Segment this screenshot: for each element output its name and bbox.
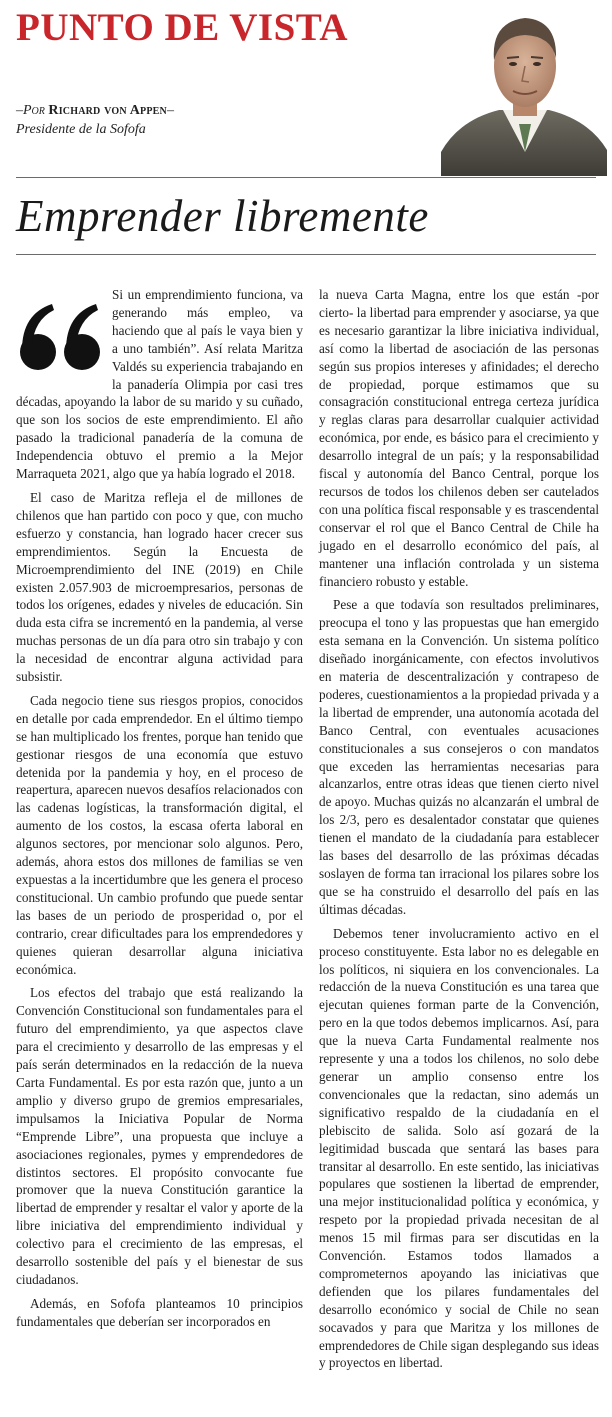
paragraph: Pese a que todavía son resultados preliminares, preocupa el tono y las propuestas que han emergido esta semana en la Convención. Un sistema político diseñado inorgánicamente, con efectos involutivos en materia de descentralización y contrapeso de poderes, cuestionamientos a la propiedad privada y a la libertad de emprender, una autonomía acotada del Banco Central, con eventuales acusaciones constitucionales a sus consejeros o con mandatos que exceden las herramientas necesarias para alcanzarlos, entre otras ideas que tienen cierto nivel de apoyo. Muchas quizás no alcanzarán el umbral de los 2/3, pero es desalentador constatar que quienes tienen el mandato de la ciudadanía para establecer las bases del desarrollo de las próximas décadas soslayen de forma tan irracional los pilares sobre los que se ha construido el desarrollo del país en las últimas décadas. (319, 597, 599, 917)
author-portrait (441, 2, 607, 176)
paragraph: la nueva Carta Magna, entre los que están -por cierto- la libertad para emprender y asociarse, ya que es necesario garantizar la libre iniciativa individual, así como la libertad de asociación de las personas según sus propios intereses y afinidades; el derecho de propiedad, porque estimamos que su consagración constitucional entrega certeza jurídica y reglas claras para desarrollar cualquier actividad económica, por ende, es básico para el crecimiento y desarrollo integral de un país; y la responsabilidad fiscal y autonomía del Banco Central, porque los recursos de todos los chilenos deben ser cautelados con una política fiscal responsable y es trascendental conservar el rol que el Banco Central de Chile ha jugado en el desarrollo económico del país, al mantener una inflación controlada y un sistema financiero robusto y estable. (319, 287, 599, 589)
paragraph: Los efectos del trabajo que está realizando la Convención Constitucional son fundamentales para el futuro del emprendimiento, ya que aspectos clave para el crecimiento y desarrollo de las empresas y el país serán determinados en la redacción de la nueva Carta Fundamental. Es por esta razón que, junto a un amplio y diverso grupo de gremios empresariales, impulsamos la Iniciativa Popular de Norma “Emprende Libre”, una propuesta que incluye a asociaciones regionales, pymes y emprendedores de distintos sectores. El propósito convocante fue promover que la nueva Constitución garantice la libertad de emprender y resaltar el valor y aporte de la libre iniciativa del emprendimiento individual y colectivo para el crecimiento de las empresas, el desarrollo sostenible del país y el bienestar de sus ciudadanos. (16, 985, 303, 1287)
headline: Emprender libremente (16, 191, 429, 241)
paragraph: El caso de Maritza refleja el de millones de chilenos que han partido con poco y que, con mucho esfuerzo y constancia, han logrado hacer crecer sus emprendimientos. Según la Encuesta de Microemprendimiento del INE (2019) en Chile existen 2.057.903 de microempresarios, personas de todos los orígenes, edades y niveles de educación. Sin duda esta cifra se incrementó en la pandemia, al verse muchas personas de un día para otro sin trabajo y con la necesidad de encontrar alguna actividad para subsistir. (16, 489, 303, 685)
author-line: –Por Richard von Appen– (16, 103, 174, 118)
section-title: PUNTO DE VISTA (16, 6, 349, 49)
byline-por: Por (23, 103, 45, 118)
headline-rule (16, 254, 596, 255)
author-photo (441, 2, 607, 176)
header-rule (16, 177, 596, 178)
article-column-1 (16, 286, 303, 1337)
paragraph: Cada negocio tiene sus riesgos propios, conocidos en detalle por cada emprendedor. En el último tiempo se han multiplicado los frentes, porque han tenido que gestionar riesgos de una economía que estuvo detenida por la pandemia y hoy, en el proceso de reapertura, aparecen nuevos desafíos relacionados con las cadenas logísticas, la transformación digital, el aumento de los costos, la escasa oferta laboral en algunos sectores, por mencionar solo algunos. Pero, además, ahora estos dos millones de familias se ven expuestas a la incertidumbre que les genera el proceso constitucional. Un cambio profundo que puede sentar las bases de un periodo de prosperidad o, por el contrario, crear dificultades para los emprendedores y quienes quieran desarrollar alguna iniciativa económica. (16, 692, 303, 977)
article-column-2 (319, 286, 599, 1378)
paragraph: Debemos tener involucramiento activo en el proceso constituyente. Esta labor no es delegable en los políticos, ni siquiera en los convencionales. La redacción de la nueva Constitución es una tarea que ejecutan quienes forman parte de la Convención, pero en la que todos debemos implicarnos. Así, para que la nueva Carta Fundamental realmente nos represente y una a todos los chilenos, no solo debe generar un amplio consenso entre los convencionales que la redactan, sino además un significativo respaldo de la ciudadanía en el plebiscito de salida. Solo así gozará de la legitimidad buscada que sentará las bases para transitar al desarrollo. En este sentido, las iniciativas populares que sostienen la libertad de emprender, una mejor institucionalidad política y económica, y respeto por la propiedad privada necesitan de al menos 15 mil firmas para ser discutidas en la Convención. Estamos todos llamados a comprometernos apoyando las iniciativas que defienden que los pilares fundamentales del desarrollo económico y social de Chile no sean socavados y para que Maritza y los millones de emprendedores de Chile sigan desplegando sus ideas y proyectos en libertad. (319, 925, 599, 1371)
author-role: Presidente de la Sofofa (16, 122, 146, 137)
paragraph: Además, en Sofofa planteamos 10 principios fundamentales que deberían ser incorporados en (16, 1295, 303, 1329)
quote-mark-icon (16, 294, 106, 382)
paragraph: Si un emprendimiento funciona, va generando más empleo, va haciendo que al país le vaya bien y a uno también”. Así relata Maritza Valdés su experiencia trabajando en la panadería Olimpia por casi tres décadas, apoyando la labor de su marido y su cuñado, que son los socios de este emprendimiento. El año pasado la tradicional panadería de la comuna de Independencia obtuvo el premio a la Mejor Marraqueta 2021, algo que ya había logrado el 2018. (16, 287, 303, 482)
byline (16, 101, 174, 139)
author-name: Richard von Appen (48, 103, 167, 118)
